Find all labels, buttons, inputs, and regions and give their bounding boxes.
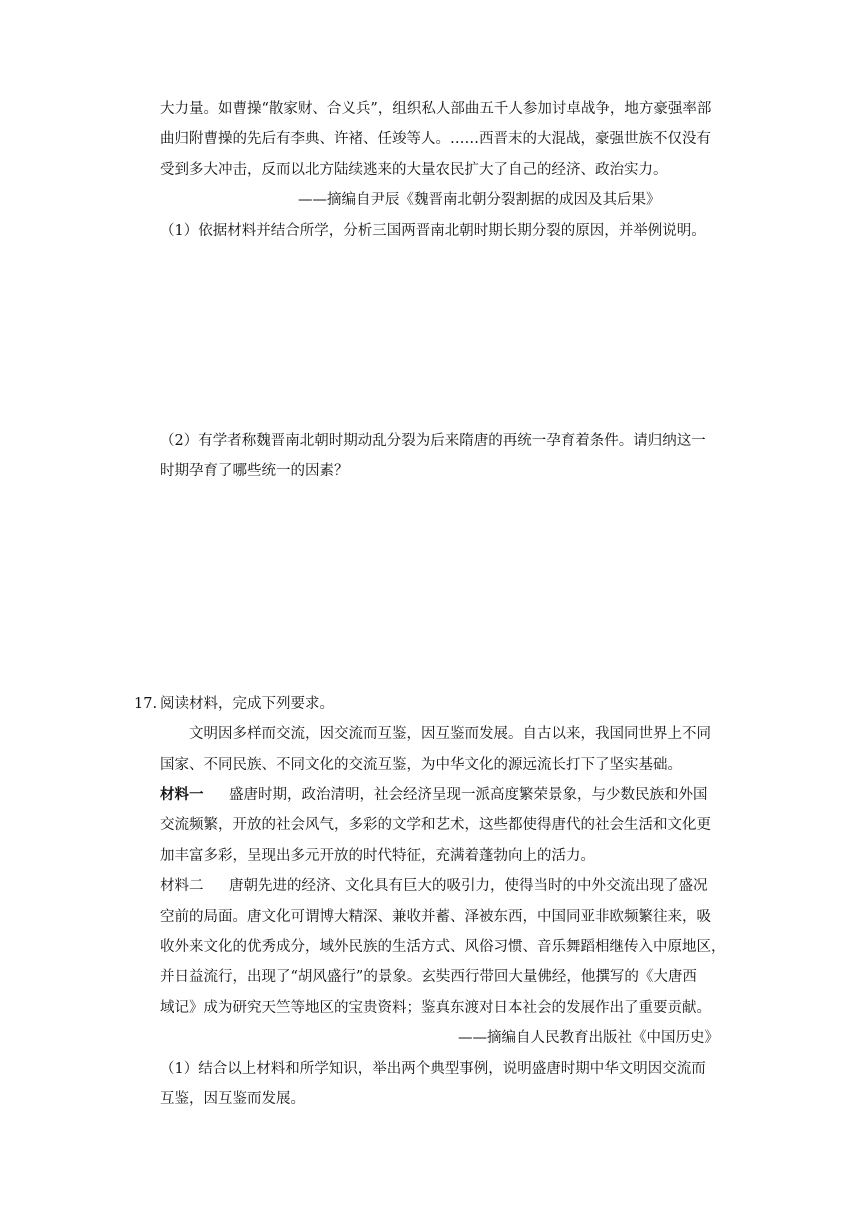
material1-line: 交流频繁，开放的社会风气，多彩的文学和艺术，这些都使得唐代的社会生活和文化更 <box>160 817 711 833</box>
material-line: 大力量。如曹操“散家财、合义兵”，组织私人部曲五千人参加讨卓战争，地方豪强率部 <box>160 101 712 117</box>
material-source: ——摘编自尹辰《魏晋南北朝分裂割据的成因及其后果》 <box>298 192 661 208</box>
material2-label: 材料二 <box>160 878 204 894</box>
material1-line: 加丰富多彩，呈现出多元开放的时代特征，充满着蓬勃向上的活力。 <box>160 848 595 864</box>
q17-part1-line: 互鉴，因互鉴而发展。 <box>160 1091 305 1107</box>
q17-part1-line: （1）结合以上材料和所学知识，举出两个典型事例，说明盛唐时期中华文明因交流而 <box>160 1061 706 1077</box>
material2-line: 收外来文化的优秀成分，域外民族的生活方式、风俗习惯、音乐舞蹈相继传入中原地区， <box>160 939 726 955</box>
material-line: 曲归附曹操的先后有李典、许褚、任竣等人。……西晋末的大混战，豪强世族不仅没有 <box>160 131 711 147</box>
material2-line: 域记》成为研究天竺等地区的宝贵资料；鉴真东渡对日本社会的发展作出了重要贡献。 <box>160 1000 711 1016</box>
q16-part2-line: （2）有学者称魏晋南北朝时期动乱分裂为后来隋唐的再统一孕育着条件。请归纳这一 <box>160 433 706 449</box>
material1-label: 材料一 <box>160 786 204 803</box>
material1-line: 盛唐时期，政治清明，社会经济呈现一派高度繁荣景象，与少数民族和外国 <box>229 787 708 803</box>
q17-intro-line: 国家、不同民族、不同文化的交流互鉴，为中华文化的源远流长打下了坚实基础。 <box>160 757 682 773</box>
material2-line: 并日益流行，出现了“胡风盛行”的景象。玄奘西行带回大量佛经，他撰写的《大唐西 <box>160 969 697 985</box>
q17-intro-line: 文明因多样而交流，因交流而互鉴，因互鉴而发展。自古以来，我国同世界上不同 <box>189 726 711 742</box>
material2-source: ——摘编自人民教育出版社《中国历史》 <box>458 1030 719 1046</box>
q16-part2-line: 时期孕育了哪些统一的因素？ <box>160 463 349 479</box>
material2-line: 空前的局面。唐文化可谓博大精深、兼收并蓄、泽被东西，中国同亚非欧频繁往来，吸 <box>160 909 711 925</box>
material-line: 受到多大冲击，反而以北方陆续逃来的大量农民扩大了自己的经济、政治实力。 <box>160 162 668 178</box>
q17-number: 17. <box>134 696 158 712</box>
material2-line: 唐朝先进的经济、文化具有巨大的吸引力，使得当时的中外交流出现了盛况 <box>229 878 708 894</box>
q16-part1: （1）依据材料并结合所学，分析三国两晋南北朝时期长期分裂的原因，并举例说明。 <box>160 223 706 239</box>
q17-instruction: 阅读材料，完成下列要求。 <box>160 696 334 712</box>
